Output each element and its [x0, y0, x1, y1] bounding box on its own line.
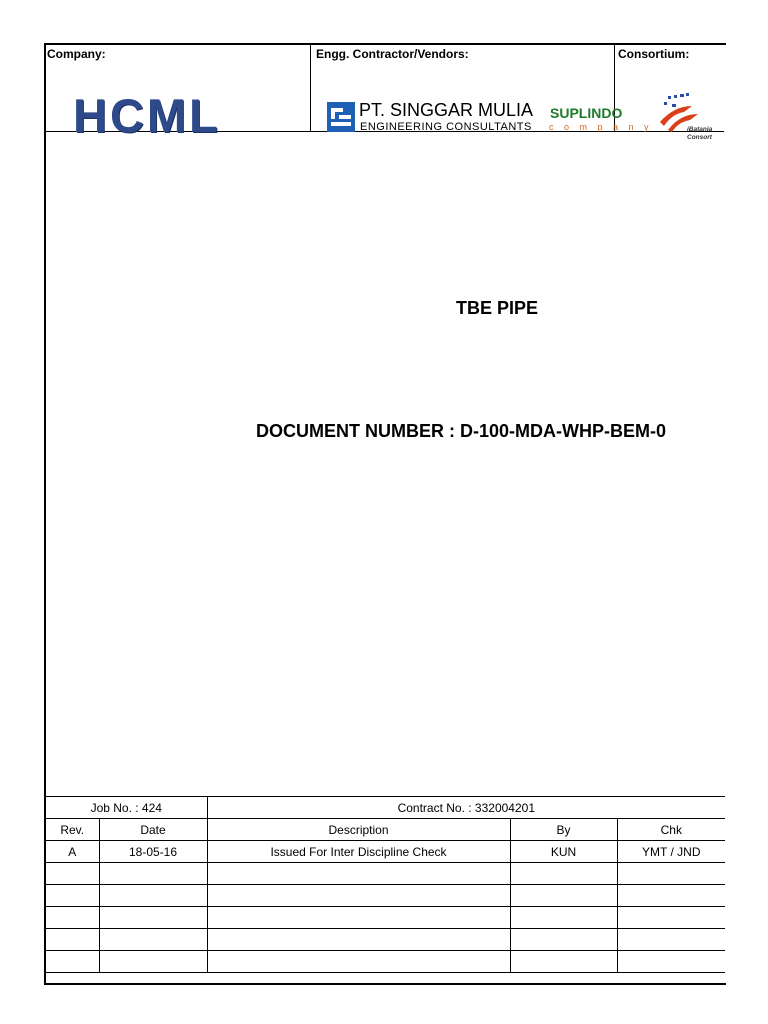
- table-row: [45, 841, 725, 863]
- consortium-logo-line2: Consort: [687, 134, 712, 141]
- by-cell: [510, 863, 617, 885]
- chk-cell: [617, 929, 725, 951]
- rev-cell: A: [45, 841, 99, 863]
- contractor-subtitle: ENGINEERING CONSULTANTS: [360, 121, 532, 133]
- revision-header-row: [45, 819, 725, 841]
- contract-number: Contract No. : 332004201: [207, 797, 725, 819]
- job-contract-row: [45, 797, 725, 819]
- hcml-logo: HCML: [73, 89, 221, 142]
- chk-cell: [617, 951, 725, 973]
- job-number: Job No. : 424: [45, 797, 207, 819]
- table-row: [45, 863, 725, 885]
- consortium-logo-caption: [687, 126, 712, 142]
- header-rev: Rev.: [45, 819, 99, 841]
- chk-cell: YMT / JND: [617, 841, 725, 863]
- consortium-logo-line1: iBatania: [687, 126, 713, 133]
- description-cell: [207, 863, 510, 885]
- revision-table: [44, 796, 725, 973]
- by-cell: [510, 951, 617, 973]
- by-cell: [510, 885, 617, 907]
- by-cell: [510, 907, 617, 929]
- header-description: Description: [207, 819, 510, 841]
- by-cell: KUN: [510, 841, 617, 863]
- rev-cell: [45, 885, 99, 907]
- description-cell: [207, 885, 510, 907]
- table-row: [45, 885, 725, 907]
- date-cell: [99, 929, 207, 951]
- table-row: [45, 907, 725, 929]
- partner-subtitle: c o m p a n y: [549, 122, 653, 132]
- date-cell: [99, 907, 207, 929]
- description-cell: [207, 929, 510, 951]
- rev-cell: [45, 951, 99, 973]
- chk-cell: [617, 885, 725, 907]
- contractor-label: Engg. Contractor/Vendors:: [316, 47, 469, 61]
- rev-cell: [45, 929, 99, 951]
- consortium-label: Consortium:: [618, 47, 690, 61]
- header-by: By: [510, 819, 617, 841]
- by-cell: [510, 929, 617, 951]
- partner-name: SUPLINDO: [550, 105, 623, 121]
- rev-cell: [45, 863, 99, 885]
- document-title: TBE PIPE: [456, 298, 539, 318]
- date-cell: 18-05-16: [99, 841, 207, 863]
- description-cell: [207, 907, 510, 929]
- document-number: DOCUMENT NUMBER : D-100-MDA-WHP-BEM-0: [256, 421, 666, 441]
- date-cell: [99, 951, 207, 973]
- header-chk: Chk: [617, 819, 725, 841]
- description-cell: Issued For Inter Discipline Check: [207, 841, 510, 863]
- rev-cell: [45, 907, 99, 929]
- company-label: Company:: [47, 47, 106, 61]
- header-date: Date: [99, 819, 207, 841]
- contractor-name: PT. SINGGAR MULIA: [359, 100, 534, 120]
- table-row: [45, 929, 725, 951]
- description-cell: [207, 951, 510, 973]
- chk-cell: [617, 863, 725, 885]
- table-row: [45, 951, 725, 973]
- chk-cell: [617, 907, 725, 929]
- date-cell: [99, 863, 207, 885]
- date-cell: [99, 885, 207, 907]
